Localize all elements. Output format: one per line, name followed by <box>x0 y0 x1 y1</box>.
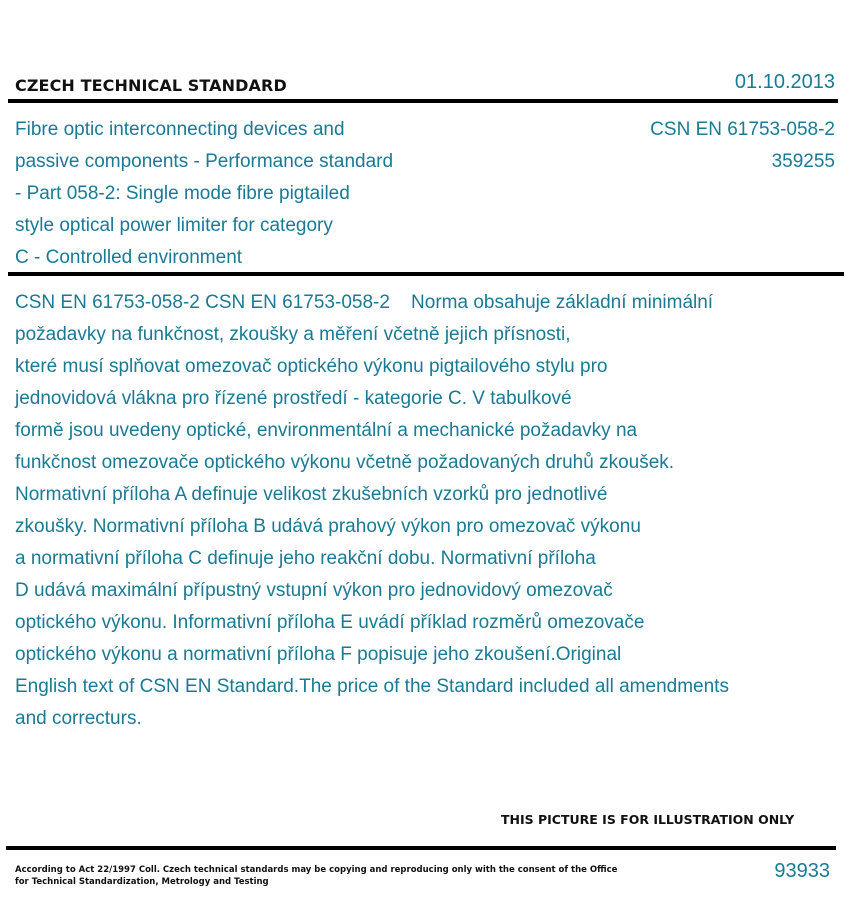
standard-description <box>15 287 855 735</box>
standard-code: CSN EN 61753-058-2 <box>650 119 835 140</box>
body-line: English text of CSN EN Standard.The price of the Standard included all amendments <box>15 676 729 697</box>
body-line: jednovidová vlákna pro řízené prostředí - kategorie C. V tabulkové <box>15 388 572 409</box>
body-line: požadavky na funkčnost, zkoušky a měření včetně jejich přísnosti, <box>15 324 571 345</box>
class-number: 359255 <box>771 151 835 172</box>
body-line: D udává maximální přípustný vstupní výkon pro jednovidový omezovač <box>15 580 613 601</box>
title-line: style optical power limiter for category <box>15 215 333 236</box>
body-line: zkoušky. Normativní příloha B udává prahový výkon pro omezovač výkonu <box>15 516 641 537</box>
standard-identifier <box>650 114 835 178</box>
standard-title <box>15 114 455 274</box>
body-line: funkčnost omezovače optického výkonu včetně požadovaných druhů zkoušek. <box>15 452 675 473</box>
publication-date: 01.10.2013 <box>734 71 835 93</box>
body-line: optického výkonu. Informativní příloha E uvádí příklad rozměrů omezovače <box>15 612 645 633</box>
body-line: Normativní příloha A definuje velikost zkušebních vzorků pro jednotlivé <box>15 484 608 505</box>
illustration-note: THIS PICTURE IS FOR ILLUSTRATION ONLY <box>501 812 795 827</box>
document-type-label: CZECH TECHNICAL STANDARD <box>15 76 287 95</box>
body-line: a normativní příloha C definuje jeho reakční dobu. Normativní příloha <box>15 548 596 569</box>
body-line: formě jsou uvedeny optické, environmentální a mechanické požadavky na <box>15 420 638 441</box>
title-line: C - Controlled environment <box>15 247 243 268</box>
legal-notice-line: for Technical Standardization, Metrology and Testing <box>15 877 269 887</box>
title-line: - Part 058-2: Single mode fibre pigtailed <box>15 183 350 204</box>
legal-notice-line: According to Act 22/1997 Coll. Czech technical standards may be copying and reproducing only with the consent of the Office <box>15 865 618 875</box>
legal-notice <box>15 864 617 888</box>
body-line: které musí splňovat omezovač optického výkonu pigtailového stylu pro <box>15 356 608 377</box>
footer-divider <box>6 846 836 850</box>
body-line: CSN EN 61753-058-2 CSN EN 61753-058-2 Norma obsahuje základní minimální <box>15 292 714 313</box>
body-line: optického výkonu a normativní příloha F popisuje jeho zkoušení.Original <box>15 644 622 665</box>
title-line: Fibre optic interconnecting devices and <box>15 119 345 140</box>
body-line: and correcturs. <box>15 708 142 729</box>
title-line: passive components - Performance standard <box>15 151 394 172</box>
header-divider <box>8 99 838 103</box>
document-number: 93933 <box>774 860 830 882</box>
title-divider <box>8 272 844 276</box>
